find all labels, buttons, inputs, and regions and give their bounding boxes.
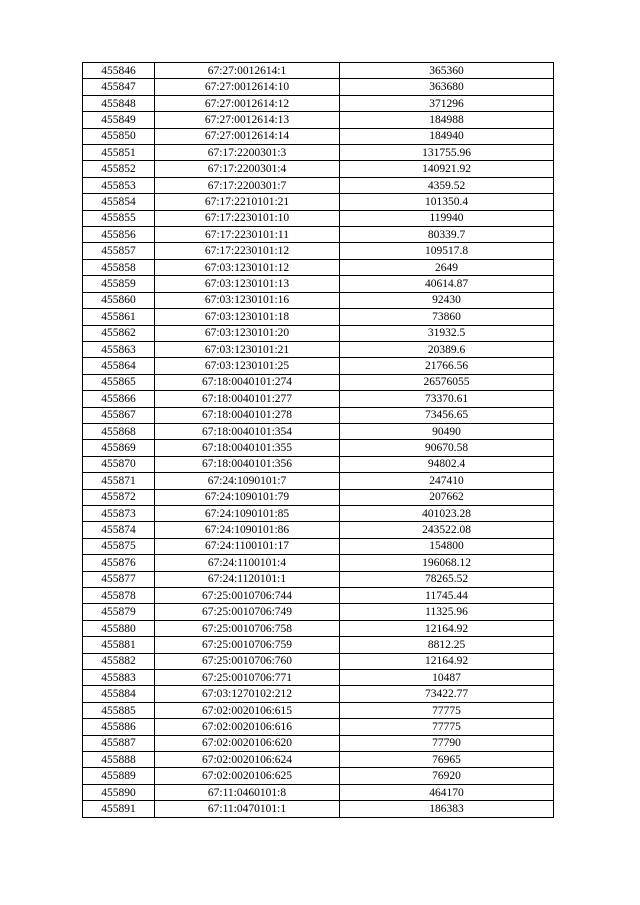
row-number-cell: 455872 (83, 489, 155, 505)
table-row (83, 686, 554, 702)
cadastral-number-cell: 67:17:2200301:7 (155, 177, 340, 193)
cadastral-value-cell: 131755.96 (340, 145, 554, 161)
row-number-cell: 455864 (83, 358, 155, 374)
row-number-cell: 455846 (83, 63, 155, 79)
cadastral-value-cell: 401023.28 (340, 505, 554, 521)
row-number-cell: 455874 (83, 522, 155, 538)
cadastral-value-cell: 464170 (340, 784, 554, 800)
table-row (83, 243, 554, 259)
cadastral-value-cell: 76965 (340, 752, 554, 768)
table-row (83, 79, 554, 95)
table-row (83, 259, 554, 275)
table-row (83, 423, 554, 439)
row-number-cell: 455886 (83, 719, 155, 735)
cadastral-value-cell: 73370.61 (340, 391, 554, 407)
table-body (83, 63, 554, 818)
cadastral-value-cell: 73860 (340, 309, 554, 325)
cadastral-value-cell: 12164.92 (340, 653, 554, 669)
cadastral-number-cell: 67:03:1270102:212 (155, 686, 340, 702)
cadastral-number-cell: 67:02:0020106:616 (155, 719, 340, 735)
cadastral-value-table (82, 62, 554, 818)
row-number-cell: 455848 (83, 95, 155, 111)
cadastral-value-cell: 90490 (340, 423, 554, 439)
cadastral-value-cell: 11745.44 (340, 588, 554, 604)
row-number-cell: 455858 (83, 259, 155, 275)
cadastral-number-cell: 67:03:1230101:20 (155, 325, 340, 341)
cadastral-number-cell: 67:17:2230101:10 (155, 210, 340, 226)
cadastral-number-cell: 67:27:0012614:13 (155, 112, 340, 128)
row-number-cell: 455850 (83, 128, 155, 144)
cadastral-value-cell: 101350.4 (340, 194, 554, 210)
row-number-cell: 455853 (83, 177, 155, 193)
table-row (83, 227, 554, 243)
table-row (83, 276, 554, 292)
cadastral-number-cell: 67:27:0012614:14 (155, 128, 340, 144)
cadastral-number-cell: 67:17:2230101:12 (155, 243, 340, 259)
cadastral-number-cell: 67:24:1090101:79 (155, 489, 340, 505)
table-row (83, 95, 554, 111)
table-row (83, 702, 554, 718)
row-number-cell: 455866 (83, 391, 155, 407)
row-number-cell: 455883 (83, 670, 155, 686)
table-row (83, 637, 554, 653)
cadastral-number-cell: 67:24:1090101:7 (155, 473, 340, 489)
cadastral-number-cell: 67:25:0010706:759 (155, 637, 340, 653)
table-row (83, 112, 554, 128)
cadastral-number-cell: 67:02:0020106:615 (155, 702, 340, 718)
table-row (83, 719, 554, 735)
cadastral-value-cell: 186383 (340, 801, 554, 817)
row-number-cell: 455882 (83, 653, 155, 669)
cadastral-value-cell: 77775 (340, 719, 554, 735)
row-number-cell: 455849 (83, 112, 155, 128)
cadastral-value-cell: 184940 (340, 128, 554, 144)
row-number-cell: 455879 (83, 604, 155, 620)
cadastral-number-cell: 67:25:0010706:771 (155, 670, 340, 686)
cadastral-number-cell: 67:25:0010706:744 (155, 588, 340, 604)
table-row (83, 358, 554, 374)
table-row (83, 177, 554, 193)
row-number-cell: 455870 (83, 456, 155, 472)
row-number-cell: 455880 (83, 620, 155, 636)
row-number-cell: 455852 (83, 161, 155, 177)
cadastral-number-cell: 67:24:1120101:1 (155, 571, 340, 587)
cadastral-value-cell: 196068.12 (340, 555, 554, 571)
cadastral-value-cell: 371296 (340, 95, 554, 111)
cadastral-number-cell: 67:03:1230101:25 (155, 358, 340, 374)
cadastral-value-cell: 2649 (340, 259, 554, 275)
table-row (83, 752, 554, 768)
cadastral-number-cell: 67:02:0020106:625 (155, 768, 340, 784)
row-number-cell: 455889 (83, 768, 155, 784)
cadastral-value-cell: 4359.52 (340, 177, 554, 193)
table-row (83, 555, 554, 571)
row-number-cell: 455861 (83, 309, 155, 325)
cadastral-number-cell: 67:25:0010706:760 (155, 653, 340, 669)
table-row (83, 588, 554, 604)
table-row (83, 604, 554, 620)
cadastral-number-cell: 67:18:0040101:274 (155, 374, 340, 390)
row-number-cell: 455885 (83, 702, 155, 718)
table-row (83, 440, 554, 456)
row-number-cell: 455869 (83, 440, 155, 456)
row-number-cell: 455884 (83, 686, 155, 702)
table-row (83, 210, 554, 226)
table-row (83, 473, 554, 489)
table-row (83, 768, 554, 784)
row-number-cell: 455887 (83, 735, 155, 751)
cadastral-number-cell: 67:03:1230101:18 (155, 309, 340, 325)
cadastral-value-cell: 90670.58 (340, 440, 554, 456)
cadastral-number-cell: 67:18:0040101:356 (155, 456, 340, 472)
cadastral-value-cell: 184988 (340, 112, 554, 128)
cadastral-number-cell: 67:27:0012614:12 (155, 95, 340, 111)
table-row (83, 522, 554, 538)
table-row (83, 735, 554, 751)
cadastral-value-cell: 243522.08 (340, 522, 554, 538)
row-number-cell: 455855 (83, 210, 155, 226)
row-number-cell: 455863 (83, 341, 155, 357)
table-row (83, 128, 554, 144)
row-number-cell: 455865 (83, 374, 155, 390)
row-number-cell: 455867 (83, 407, 155, 423)
row-number-cell: 455862 (83, 325, 155, 341)
cadastral-number-cell: 67:24:1090101:86 (155, 522, 340, 538)
row-number-cell: 455856 (83, 227, 155, 243)
table-row (83, 309, 554, 325)
cadastral-number-cell: 67:03:1230101:12 (155, 259, 340, 275)
row-number-cell: 455876 (83, 555, 155, 571)
cadastral-number-cell: 67:02:0020106:620 (155, 735, 340, 751)
table-row (83, 63, 554, 79)
cadastral-value-cell: 80339.7 (340, 227, 554, 243)
table-row (83, 505, 554, 521)
row-number-cell: 455888 (83, 752, 155, 768)
row-number-cell: 455890 (83, 784, 155, 800)
table-row (83, 784, 554, 800)
cadastral-number-cell: 67:03:1230101:16 (155, 292, 340, 308)
cadastral-value-cell: 77790 (340, 735, 554, 751)
row-number-cell: 455873 (83, 505, 155, 521)
cadastral-number-cell: 67:24:1090101:85 (155, 505, 340, 521)
table-row (83, 161, 554, 177)
cadastral-value-cell: 140921.92 (340, 161, 554, 177)
cadastral-value-cell: 119940 (340, 210, 554, 226)
row-number-cell: 455859 (83, 276, 155, 292)
table-row (83, 194, 554, 210)
cadastral-value-cell: 207662 (340, 489, 554, 505)
cadastral-value-cell: 109517.8 (340, 243, 554, 259)
cadastral-value-cell: 363680 (340, 79, 554, 95)
row-number-cell: 455868 (83, 423, 155, 439)
cadastral-number-cell: 67:27:0012614:10 (155, 79, 340, 95)
table-row (83, 653, 554, 669)
row-number-cell: 455891 (83, 801, 155, 817)
row-number-cell: 455847 (83, 79, 155, 95)
row-number-cell: 455851 (83, 145, 155, 161)
cadastral-number-cell: 67:18:0040101:277 (155, 391, 340, 407)
cadastral-value-cell: 40614.87 (340, 276, 554, 292)
table-row (83, 801, 554, 817)
cadastral-number-cell: 67:24:1100101:17 (155, 538, 340, 554)
cadastral-number-cell: 67:03:1230101:21 (155, 341, 340, 357)
cadastral-number-cell: 67:18:0040101:355 (155, 440, 340, 456)
cadastral-number-cell: 67:11:0470101:1 (155, 801, 340, 817)
table-row (83, 145, 554, 161)
cadastral-value-cell: 73456.65 (340, 407, 554, 423)
table-row (83, 489, 554, 505)
row-number-cell: 455875 (83, 538, 155, 554)
cadastral-number-cell: 67:24:1100101:4 (155, 555, 340, 571)
cadastral-value-cell: 73422.77 (340, 686, 554, 702)
row-number-cell: 455877 (83, 571, 155, 587)
table-row (83, 670, 554, 686)
cadastral-value-cell: 11325.96 (340, 604, 554, 620)
cadastral-number-cell: 67:25:0010706:758 (155, 620, 340, 636)
cadastral-number-cell: 67:18:0040101:278 (155, 407, 340, 423)
row-number-cell: 455854 (83, 194, 155, 210)
table-row (83, 571, 554, 587)
cadastral-number-cell: 67:02:0020106:624 (155, 752, 340, 768)
row-number-cell: 455871 (83, 473, 155, 489)
table-row (83, 407, 554, 423)
cadastral-value-cell: 8812.25 (340, 637, 554, 653)
cadastral-number-cell: 67:17:2200301:3 (155, 145, 340, 161)
cadastral-number-cell: 67:25:0010706:749 (155, 604, 340, 620)
table-row (83, 292, 554, 308)
cadastral-number-cell: 67:17:2200301:4 (155, 161, 340, 177)
cadastral-value-cell: 247410 (340, 473, 554, 489)
row-number-cell: 455857 (83, 243, 155, 259)
cadastral-value-cell: 94802.4 (340, 456, 554, 472)
cadastral-number-cell: 67:17:2210101:21 (155, 194, 340, 210)
table-row (83, 620, 554, 636)
cadastral-value-cell: 92430 (340, 292, 554, 308)
cadastral-value-cell: 26576055 (340, 374, 554, 390)
cadastral-value-cell: 31932.5 (340, 325, 554, 341)
cadastral-number-cell: 67:17:2230101:11 (155, 227, 340, 243)
cadastral-value-cell: 12164.92 (340, 620, 554, 636)
cadastral-value-cell: 10487 (340, 670, 554, 686)
cadastral-value-cell: 154800 (340, 538, 554, 554)
table-row (83, 374, 554, 390)
cadastral-value-cell: 20389.6 (340, 341, 554, 357)
cadastral-value-cell: 78265.52 (340, 571, 554, 587)
table-row (83, 325, 554, 341)
cadastral-number-cell: 67:18:0040101:354 (155, 423, 340, 439)
cadastral-value-cell: 365360 (340, 63, 554, 79)
table-row (83, 456, 554, 472)
table-row (83, 538, 554, 554)
cadastral-value-cell: 21766.56 (340, 358, 554, 374)
cadastral-value-cell: 77775 (340, 702, 554, 718)
cadastral-number-cell: 67:27:0012614:1 (155, 63, 340, 79)
table-row (83, 341, 554, 357)
table-row (83, 391, 554, 407)
cadastral-number-cell: 67:11:0460101:8 (155, 784, 340, 800)
row-number-cell: 455860 (83, 292, 155, 308)
cadastral-value-cell: 76920 (340, 768, 554, 784)
cadastral-number-cell: 67:03:1230101:13 (155, 276, 340, 292)
row-number-cell: 455878 (83, 588, 155, 604)
row-number-cell: 455881 (83, 637, 155, 653)
